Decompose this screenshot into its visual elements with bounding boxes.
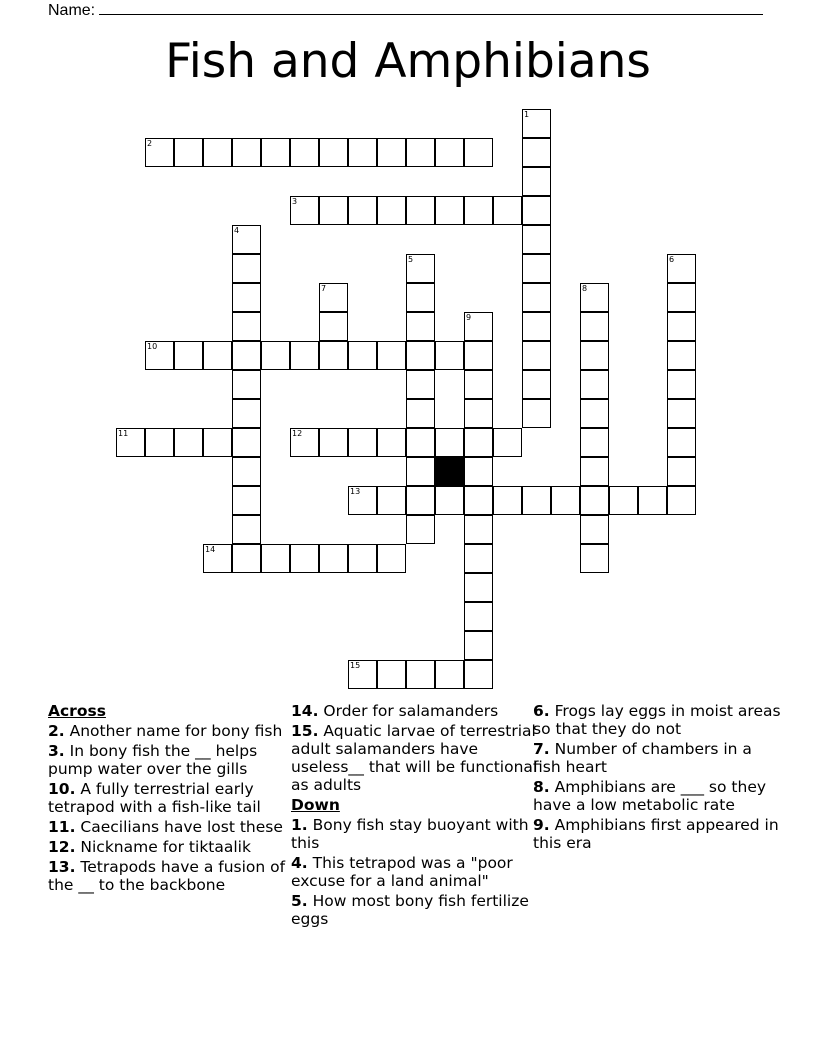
clue-down-1 [291,816,541,852]
grid-cell[interactable] [580,283,609,312]
grid-cell[interactable] [232,283,261,312]
grid-cell[interactable] [580,428,609,457]
across-heading: Across [48,702,106,720]
grid-cell[interactable] [464,341,493,370]
grid-cell[interactable] [435,660,464,689]
grid-cell[interactable] [319,544,348,573]
grid-cell[interactable] [203,544,232,573]
clue-text: Aquatic larvae of terrestrial adult salamanders have useless__ that will be functional as adults [291,722,538,794]
grid-cell[interactable] [377,138,406,167]
clue-down-7 [533,740,783,776]
clue-across-13 [48,858,298,894]
clue-across-12 [48,838,298,856]
clue-number: 1. [291,816,308,834]
clue-number-label: 11 [118,429,129,438]
clue-number: 8. [533,778,550,796]
grid-cell[interactable] [261,138,290,167]
clue-down-9 [533,816,783,852]
grid-cell[interactable] [667,399,696,428]
grid-cell[interactable] [406,312,435,341]
grid-cell[interactable] [232,225,261,254]
grid-cell[interactable] [406,138,435,167]
grid-cell[interactable] [464,515,493,544]
grid-cell[interactable] [348,341,377,370]
grid-cell[interactable] [232,138,261,167]
grid-cell[interactable] [667,370,696,399]
grid-cell[interactable] [464,196,493,225]
grid-cell[interactable] [174,428,203,457]
clue-text: Amphibians first appeared in this era [533,816,779,852]
grid-cell[interactable] [667,254,696,283]
clue-number-label: 8 [582,284,588,293]
grid-cell[interactable] [174,341,203,370]
grid-cell[interactable] [551,486,580,515]
grid-cell[interactable] [261,544,290,573]
grid-cell[interactable] [348,544,377,573]
grid-cell[interactable] [348,660,377,689]
grid-cell[interactable] [406,660,435,689]
grid-cell[interactable] [290,428,319,457]
clue-number: 15. [291,722,319,740]
clue-number: 14. [291,702,319,720]
grid-cell[interactable] [406,399,435,428]
clue-number-label: 4 [234,226,240,235]
grid-cell[interactable] [377,486,406,515]
grid-cell[interactable] [580,370,609,399]
grid-cell[interactable] [667,486,696,515]
clue-number: 3. [48,742,65,760]
grid-cell[interactable] [377,196,406,225]
grid-cell[interactable] [348,428,377,457]
grid-cell[interactable] [232,428,261,457]
grid-cell[interactable] [522,312,551,341]
clue-text: Nickname for tiktaalik [80,838,251,856]
grid-cell[interactable] [145,341,174,370]
clue-across-2 [48,722,298,740]
grid-cell[interactable] [493,196,522,225]
clue-text: This tetrapod was a "poor excuse for a land animal" [291,854,513,890]
grid-cell[interactable] [232,515,261,544]
grid-cell[interactable] [203,428,232,457]
clue-number-label: 10 [147,342,158,351]
grid-cell[interactable] [290,196,319,225]
clue-number: 2. [48,722,65,740]
grid-cell[interactable] [522,399,551,428]
grid-cell[interactable] [145,138,174,167]
grid-cell[interactable] [435,486,464,515]
clue-text: Number of chambers in a fish heart [533,740,752,776]
clue-number-label: 6 [669,255,675,264]
grid-cell[interactable] [464,457,493,486]
grid-cell[interactable] [435,341,464,370]
grid-cell[interactable] [580,544,609,573]
grid-cell[interactable] [348,138,377,167]
grid-cell[interactable] [319,341,348,370]
grid-cell[interactable] [232,399,261,428]
grid-cell[interactable] [261,341,290,370]
grid-cell[interactable] [464,486,493,515]
grid-cell[interactable] [319,196,348,225]
grid-cell[interactable] [522,254,551,283]
clue-text: Order for salamanders [323,702,499,720]
clue-across-14 [291,702,541,720]
clue-down-6 [533,702,783,738]
grid-cell[interactable] [464,370,493,399]
grid-cell[interactable] [174,138,203,167]
clue-column-3 [533,702,783,854]
clue-number-label: 9 [466,313,472,322]
grid-cell[interactable] [406,254,435,283]
grid-cell[interactable] [580,457,609,486]
clue-number-label: 14 [205,545,216,554]
grid-cell[interactable] [203,341,232,370]
grid-cell[interactable] [667,312,696,341]
clue-text: A fully terrestrial early tetrapod with a fish-like tail [48,780,261,816]
grid-cell[interactable] [464,399,493,428]
clue-across-11 [48,818,298,836]
grid-cell[interactable] [406,457,435,486]
clue-number: 12. [48,838,76,856]
grid-cell[interactable] [435,428,464,457]
grid-cell[interactable] [348,196,377,225]
grid-cell[interactable] [406,370,435,399]
grid-cell[interactable] [290,138,319,167]
grid-cell[interactable] [145,428,174,457]
clue-text: Tetrapods have a fusion of the __ to the backbone [48,858,286,894]
grid-cell[interactable] [203,138,232,167]
clue-number-label: 7 [321,284,327,293]
clue-column-1 [48,702,298,896]
clue-number-label: 13 [350,487,361,496]
clue-number: 7. [533,740,550,758]
grid-cell[interactable] [232,312,261,341]
grid-cell[interactable] [522,370,551,399]
clue-number: 11. [48,818,76,836]
grid-cell[interactable] [116,428,145,457]
grid-cell[interactable] [667,283,696,312]
clue-down-5 [291,892,541,928]
grid-cell[interactable] [464,428,493,457]
grid-cell[interactable] [290,341,319,370]
clue-text: How most bony fish fertilize eggs [291,892,529,928]
grid-cell[interactable] [319,312,348,341]
grid-cell[interactable] [522,196,551,225]
grid-cell[interactable] [464,138,493,167]
grid-cell[interactable] [232,457,261,486]
clue-down-8 [533,778,783,814]
clue-text: Another name for bony fish [69,722,283,740]
page-title: Fish and Amphibians [165,34,651,89]
grid-cell[interactable] [638,486,667,515]
grid-cell[interactable] [464,573,493,602]
grid-cell[interactable] [406,515,435,544]
grid-cell[interactable] [580,399,609,428]
grid-cell[interactable] [377,544,406,573]
down-heading: Down [291,796,340,814]
grid-cell[interactable] [522,341,551,370]
clue-number: 9. [533,816,550,834]
grid-cell[interactable] [319,283,348,312]
grid-cell[interactable] [522,283,551,312]
grid-cell[interactable] [290,544,319,573]
clue-number-label: 1 [524,110,530,119]
grid-cell[interactable] [580,515,609,544]
clue-text: Caecilians have lost these [80,818,283,836]
grid-cell[interactable] [609,486,638,515]
clue-text: In bony fish the __ helps pump water over the gills [48,742,258,778]
grid-cell[interactable] [406,341,435,370]
grid-cell[interactable] [406,486,435,515]
grid-cell[interactable] [522,167,551,196]
grid-cell[interactable] [232,486,261,515]
grid-cell[interactable] [464,602,493,631]
clue-number-label: 2 [147,139,153,148]
grid-cell[interactable] [232,254,261,283]
clue-number: 6. [533,702,550,720]
grid-cell[interactable] [319,138,348,167]
grid-cell[interactable] [464,544,493,573]
clue-number: 10. [48,780,76,798]
clue-number: 13. [48,858,76,876]
grid-cell[interactable] [522,225,551,254]
grid-cell[interactable] [522,486,551,515]
grid-cell[interactable] [435,196,464,225]
grid-cell[interactable] [493,428,522,457]
grid-cell[interactable] [464,660,493,689]
clue-down-4 [291,854,541,890]
grid-cell[interactable] [232,370,261,399]
grid-cell[interactable] [406,428,435,457]
grid-cell[interactable] [464,312,493,341]
clue-across-15 [291,722,541,794]
clue-number: 5. [291,892,308,910]
grid-cell[interactable] [580,486,609,515]
grid-cell[interactable] [580,341,609,370]
grid-cell[interactable] [667,457,696,486]
grid-cell[interactable] [406,283,435,312]
clue-number-label: 12 [292,429,303,438]
clue-text: Bony fish stay buoyant with this [291,816,529,852]
grid-cell[interactable] [522,109,551,138]
clue-across-10 [48,780,298,816]
clue-number-label: 3 [292,197,298,206]
clue-text: Frogs lay eggs in moist areas so that they do not [533,702,781,738]
grid-cell[interactable] [348,486,377,515]
grid-cell[interactable] [493,486,522,515]
clue-text: Amphibians are ___ so they have a low metabolic rate [533,778,767,814]
grid-cell[interactable] [319,428,348,457]
grid-cell[interactable] [435,138,464,167]
clue-number-label: 5 [408,255,414,264]
grid-cell[interactable] [232,544,261,573]
grid-cell[interactable] [580,312,609,341]
name-label: Name: [48,2,96,19]
grid-cell[interactable] [667,341,696,370]
grid-cell[interactable] [406,196,435,225]
clue-number: 4. [291,854,308,872]
clue-number-label: 15 [350,661,361,670]
grid-cell[interactable] [232,341,261,370]
grid-cell[interactable] [377,428,406,457]
grid-cell[interactable] [377,341,406,370]
grid-cell[interactable] [377,660,406,689]
grid-cell[interactable] [667,428,696,457]
clue-column-2 [291,702,541,930]
clue-across-3 [48,742,298,778]
black-cell [435,457,464,486]
grid-cell[interactable] [522,138,551,167]
grid-cell[interactable] [464,631,493,660]
